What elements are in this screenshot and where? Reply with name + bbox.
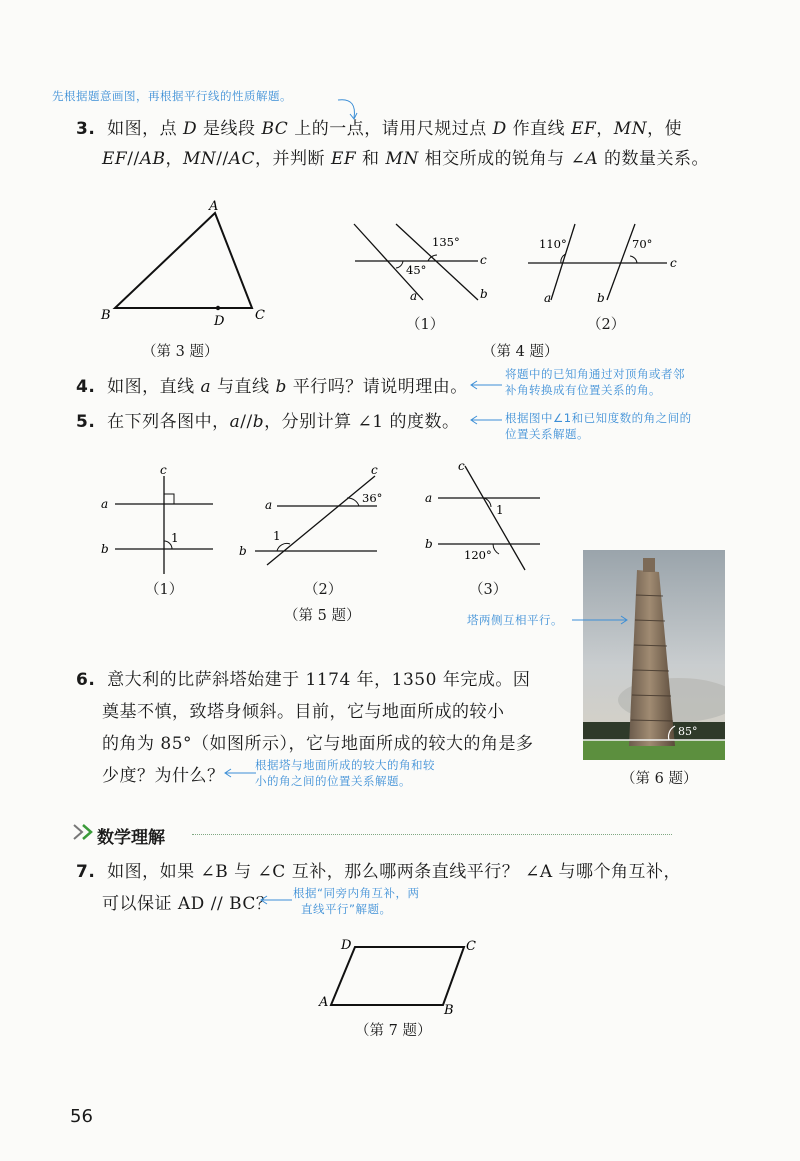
q3-var: AC (228, 149, 256, 169)
hint-tower (467, 612, 563, 628)
q4-var: a (200, 377, 212, 397)
caption-q4: （第 4 题） (482, 344, 559, 360)
section-divider (192, 834, 672, 835)
label-a: A (209, 199, 219, 214)
line-a-label: a (265, 498, 273, 512)
question-number: 4. (76, 377, 96, 397)
angle-70: 70° (632, 237, 653, 251)
line-b-label: b (597, 291, 605, 305)
figure-q4-2 (525, 222, 685, 312)
q3-var: MN (613, 119, 648, 139)
line-a-label: a (425, 491, 433, 505)
figure-q5-3 (420, 458, 550, 578)
line-c-label: c (458, 459, 465, 473)
q4-var: b (275, 377, 287, 397)
question-5 (76, 407, 459, 437)
figure-q5-1 (95, 462, 225, 582)
q3-text: // (216, 149, 229, 169)
q7-text: 如图，如果 ∠B 与 ∠C 互补，那么哪两条直线平行？ ∠A 与哪个角互补， (107, 862, 682, 882)
leaning-tower-photo (583, 550, 725, 760)
question-6-line-2: 奠基不慎，致塔身倾斜。目前，它与地面所成的较小 (102, 702, 505, 722)
line-a-label: a (101, 497, 109, 511)
q3-text: 和 (356, 149, 386, 169)
q4-text: 平行吗？请说明理由。 (286, 377, 468, 397)
hint-q4-line: 将题中的已知角通过对顶角或者邻 (505, 367, 685, 381)
angle-110: 110° (539, 237, 567, 251)
q5-text: // (240, 412, 253, 432)
hint-q3 (52, 88, 292, 104)
q5-var: b (252, 412, 265, 432)
quadrilateral-abcd (331, 947, 464, 1005)
figure-q4-1 (350, 222, 500, 312)
q3-text: 的数量关系。 (598, 149, 710, 169)
q3-var: BC (261, 119, 289, 139)
line-c-label: c (480, 253, 487, 267)
subcaption-q5-1: （1） (145, 582, 184, 598)
question-3-line-1 (76, 114, 736, 144)
question-6-line-1 (76, 664, 556, 696)
subcaption-q5-2: （2） (304, 582, 343, 598)
question-4 (76, 372, 468, 402)
question-number: 3. (76, 119, 96, 139)
subcaption-q4-1: （1） (406, 317, 445, 333)
angle-1-label: 1 (171, 531, 179, 545)
q3-text: 是线段 (197, 119, 262, 139)
hint-q6-line: 根据塔与地面所成的较大的角和较 (255, 758, 435, 772)
line-a-label: a (410, 289, 418, 303)
question-number: 5. (76, 412, 96, 432)
question-6-line-4: 少度？为什么？ (102, 766, 225, 786)
hint-q4 (505, 366, 685, 398)
question-7-line-2: 可以保证 AD // BC？ (102, 894, 274, 914)
hint-q5-line: 位置关系解题。 (505, 427, 589, 441)
angle-85: 85° (678, 725, 698, 738)
q3-var: AB (139, 149, 166, 169)
figure-q5-2 (235, 462, 395, 582)
hint-q6 (255, 757, 435, 789)
line-c-label: c (670, 256, 677, 270)
angle-45: 45° (406, 263, 427, 277)
q3-var: MN (385, 149, 419, 169)
hint-q7-arrow (258, 895, 294, 905)
section-title: 数学理解 (97, 828, 165, 848)
angle-36: 36° (362, 491, 383, 505)
question-6-line-3: 的角为 85°（如图所示），它与地面所成的较大的角是多 (102, 734, 534, 754)
q3-var: A (585, 149, 599, 169)
triangle-abc (115, 213, 252, 308)
angle-1-label: 1 (496, 503, 504, 517)
question-3-line-2 (76, 144, 736, 174)
angle-1-label: 1 (273, 529, 281, 543)
question-3 (76, 114, 736, 174)
q3-var: EF (102, 149, 128, 169)
figure-q3-triangle (90, 195, 290, 335)
label-c: C (255, 308, 265, 323)
q3-text: ，并判断 (255, 149, 331, 169)
hint-q6-line: 小的角之间的位置关系解题。 (255, 774, 411, 788)
hint-q4-line: 补角转换成有位置关系的角。 (505, 383, 661, 397)
hint-q7-line: 根据“同旁内角互补，两 (293, 886, 420, 900)
q4-text: 如图，直线 (107, 377, 201, 397)
q3-var: MN (182, 149, 217, 169)
q3-text: 如图，点 (107, 119, 184, 139)
q4-text: 与直线 (211, 377, 276, 397)
caption-q3: （第 3 题） (142, 344, 219, 360)
line-b-label: b (239, 544, 247, 558)
question-number: 7. (76, 862, 96, 882)
caption-q7: （第 7 题） (355, 1023, 432, 1039)
hint-q4-arrow (468, 380, 504, 390)
q3-var: EF (330, 149, 357, 169)
hint-q5 (505, 410, 692, 442)
q3-text: ， (596, 119, 614, 139)
figure-q7-parallelogram (315, 935, 485, 1015)
caption-q6: （第 6 题） (621, 771, 698, 787)
line-c-label: c (160, 463, 167, 477)
page-number: 56 (70, 1106, 93, 1127)
label-d: D (341, 938, 352, 953)
q3-text: ，使 (647, 119, 683, 139)
q3-var: D (183, 119, 198, 139)
label-b: B (101, 308, 111, 323)
hint-q5-arrow (468, 415, 504, 425)
q3-text: 作直线 (506, 119, 572, 139)
question-number: 6. (76, 670, 96, 690)
q5-text: ，分别计算 ∠1 的度数。 (264, 412, 460, 432)
line-a-label: a (544, 291, 552, 305)
label-c: C (466, 939, 476, 954)
q3-text: // (127, 149, 140, 169)
subcaption-q4-2: （2） (587, 317, 626, 333)
q5-var: a (229, 412, 241, 432)
hint-q7 (293, 885, 419, 917)
hint-q7-line: 直线平行”解题。 (301, 902, 392, 916)
line-c-label: c (371, 463, 378, 477)
subcaption-q5-3: （3） (469, 582, 508, 598)
line-b-label: b (101, 542, 109, 556)
hint-tower-arrow (570, 614, 630, 626)
hint-q5-line: 根据图中∠1和已知度数的角之间的 (505, 411, 692, 425)
hint-q3-text: 先根据题意画图，再根据平行线的性质解题。 (52, 89, 292, 103)
q3-var: D (492, 119, 507, 139)
q6-text: 意大利的比萨斜塔始建于 1174 年，1350 年完成。因 (107, 670, 531, 690)
q3-var: EF (571, 119, 597, 139)
angle-120: 120° (464, 548, 492, 562)
label-b: B (444, 1003, 454, 1015)
line-b-label: b (480, 287, 488, 301)
line-b-label: b (425, 537, 433, 551)
caption-q5: （第 5 题） (284, 608, 361, 624)
question-7-line-1 (76, 856, 756, 888)
label-d: D (214, 314, 225, 329)
hint-q6-arrow (222, 768, 258, 778)
q5-text: 在下列各图中， (107, 412, 230, 432)
q3-text: 上的一点，请用尺规过点 (288, 119, 493, 139)
label-a: A (319, 995, 329, 1010)
q3-text: ， (165, 149, 183, 169)
hint-tower-text: 塔两侧互相平行。 (467, 613, 563, 627)
angle-135: 135° (432, 235, 460, 249)
q3-text: 相交所成的锐角与 ∠ (418, 149, 586, 169)
point-d (216, 306, 220, 310)
